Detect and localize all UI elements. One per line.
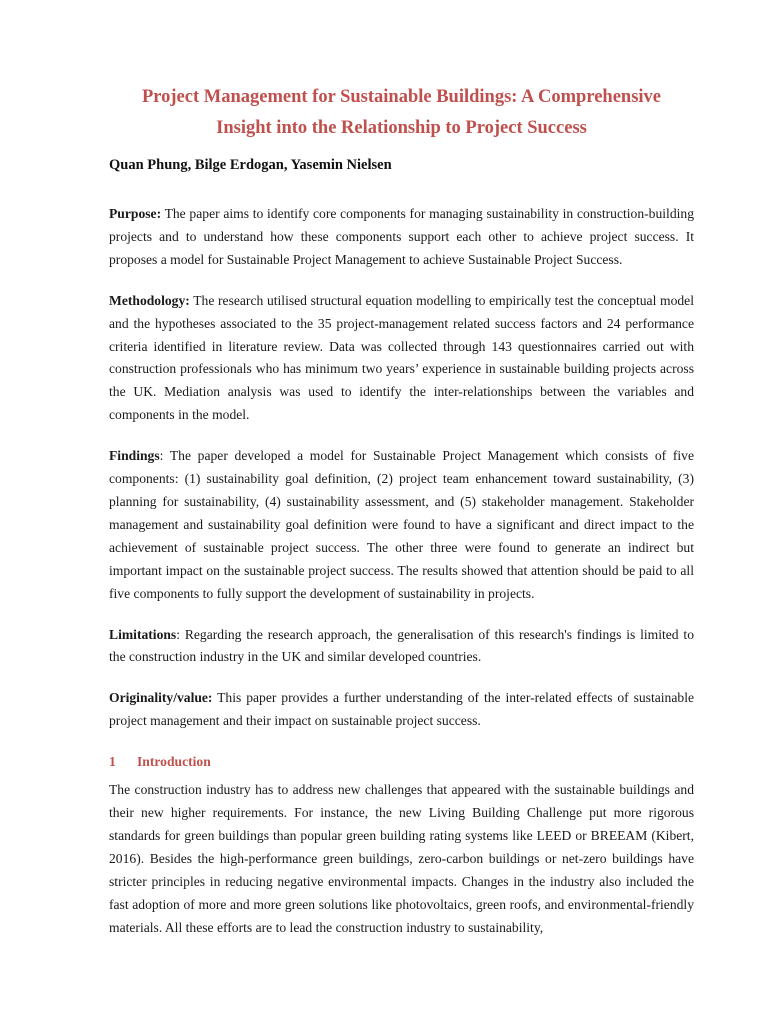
findings-label: Findings: [109, 448, 160, 464]
title-line-1: Project Management for Sustainable Buildings: A Comprehensive: [141, 87, 662, 107]
findings-text: : The paper developed a model for Sustainable Project Management which consists of five components: (1) sustainability goal definition, (2) project team enhancement toward sustainability, (3) planning for sustainability, (4) sustainability assessment, and (5) stakeholder management. Stakeholder management and sustainability goal definition were found to have a significant and direct impact to the achievement of sustainable project success. The other three were found to generate an indirect but important impact on the sustainable project success. The results showed that attention should be paid to all five components to fully support the development of sustainability in projects.: [109, 448, 694, 601]
methodology-label: Methodology:: [109, 292, 190, 308]
methodology-text: The research utilised structural equation modelling to empirically test the conceptual model and the hypotheses associated to the 35 project-management related success factors and 24 performance criteria identified in literature review. Data was collected through 143 questionnaires carried out with construction professionals who has minimum two years’ experience in sustainable building projects across the UK. Mediation analysis was used to identify the inter-relationships between the variables and components in the model.: [109, 292, 694, 423]
introduction-paragraph: The construction industry has to address new challenges that appeared with the sustainable buildings and their new higher requirements. For instance, the new Living Building Challenge put more rigorous standards for green buildings than popular green building rating systems like LEED or BREEAM (Kibert, 2016). Besides the high-performance green buildings, zero-carbon buildings or net-zero buildings have stricter principles in reducing negative environmental impacts. Changes in the industry also included the fast adoption of more and more green solutions like photovoltaics, green roofs, and environmental-friendly materials. All these efforts are to lead the construction industry to sustainability,: [109, 782, 694, 935]
section-title: Introduction: [137, 754, 211, 770]
title-line-2: Insight into the Relationship to Project Success: [216, 118, 587, 138]
abstract-limitations: [109, 624, 694, 670]
section-number: 1: [109, 754, 116, 770]
originality-label: Originality/value:: [109, 690, 213, 706]
section-heading-introduction: [109, 751, 694, 773]
purpose-label: Purpose:: [109, 206, 162, 221]
abstract-methodology: [109, 290, 694, 427]
abstract-findings: [109, 445, 694, 605]
abstract-purpose: [109, 203, 694, 272]
purpose-text: The paper aims to identify core components for managing sustainability in construction-building projects and to understand how these components support each other to achieve project success. It proposes a model for Sustainable Project Management to achieve Sustainable Project Success.: [109, 206, 694, 267]
abstract-originality: [109, 687, 694, 733]
originality-text: This paper provides a further understanding of the inter-related effects of sustainable project management and their impact on sustainable project success.: [109, 690, 694, 729]
author-list: Quan Phung, Bilge Erdogan, Yasemin Nielsen: [109, 157, 392, 173]
paper-page: [109, 0, 694, 939]
limitations-label: Limitations: [109, 626, 177, 642]
limitations-text: : Regarding the research approach, the generalisation of this research's findings is limited to the construction industry in the UK and similar developed countries.: [109, 626, 694, 665]
paper-title: [109, 82, 694, 144]
